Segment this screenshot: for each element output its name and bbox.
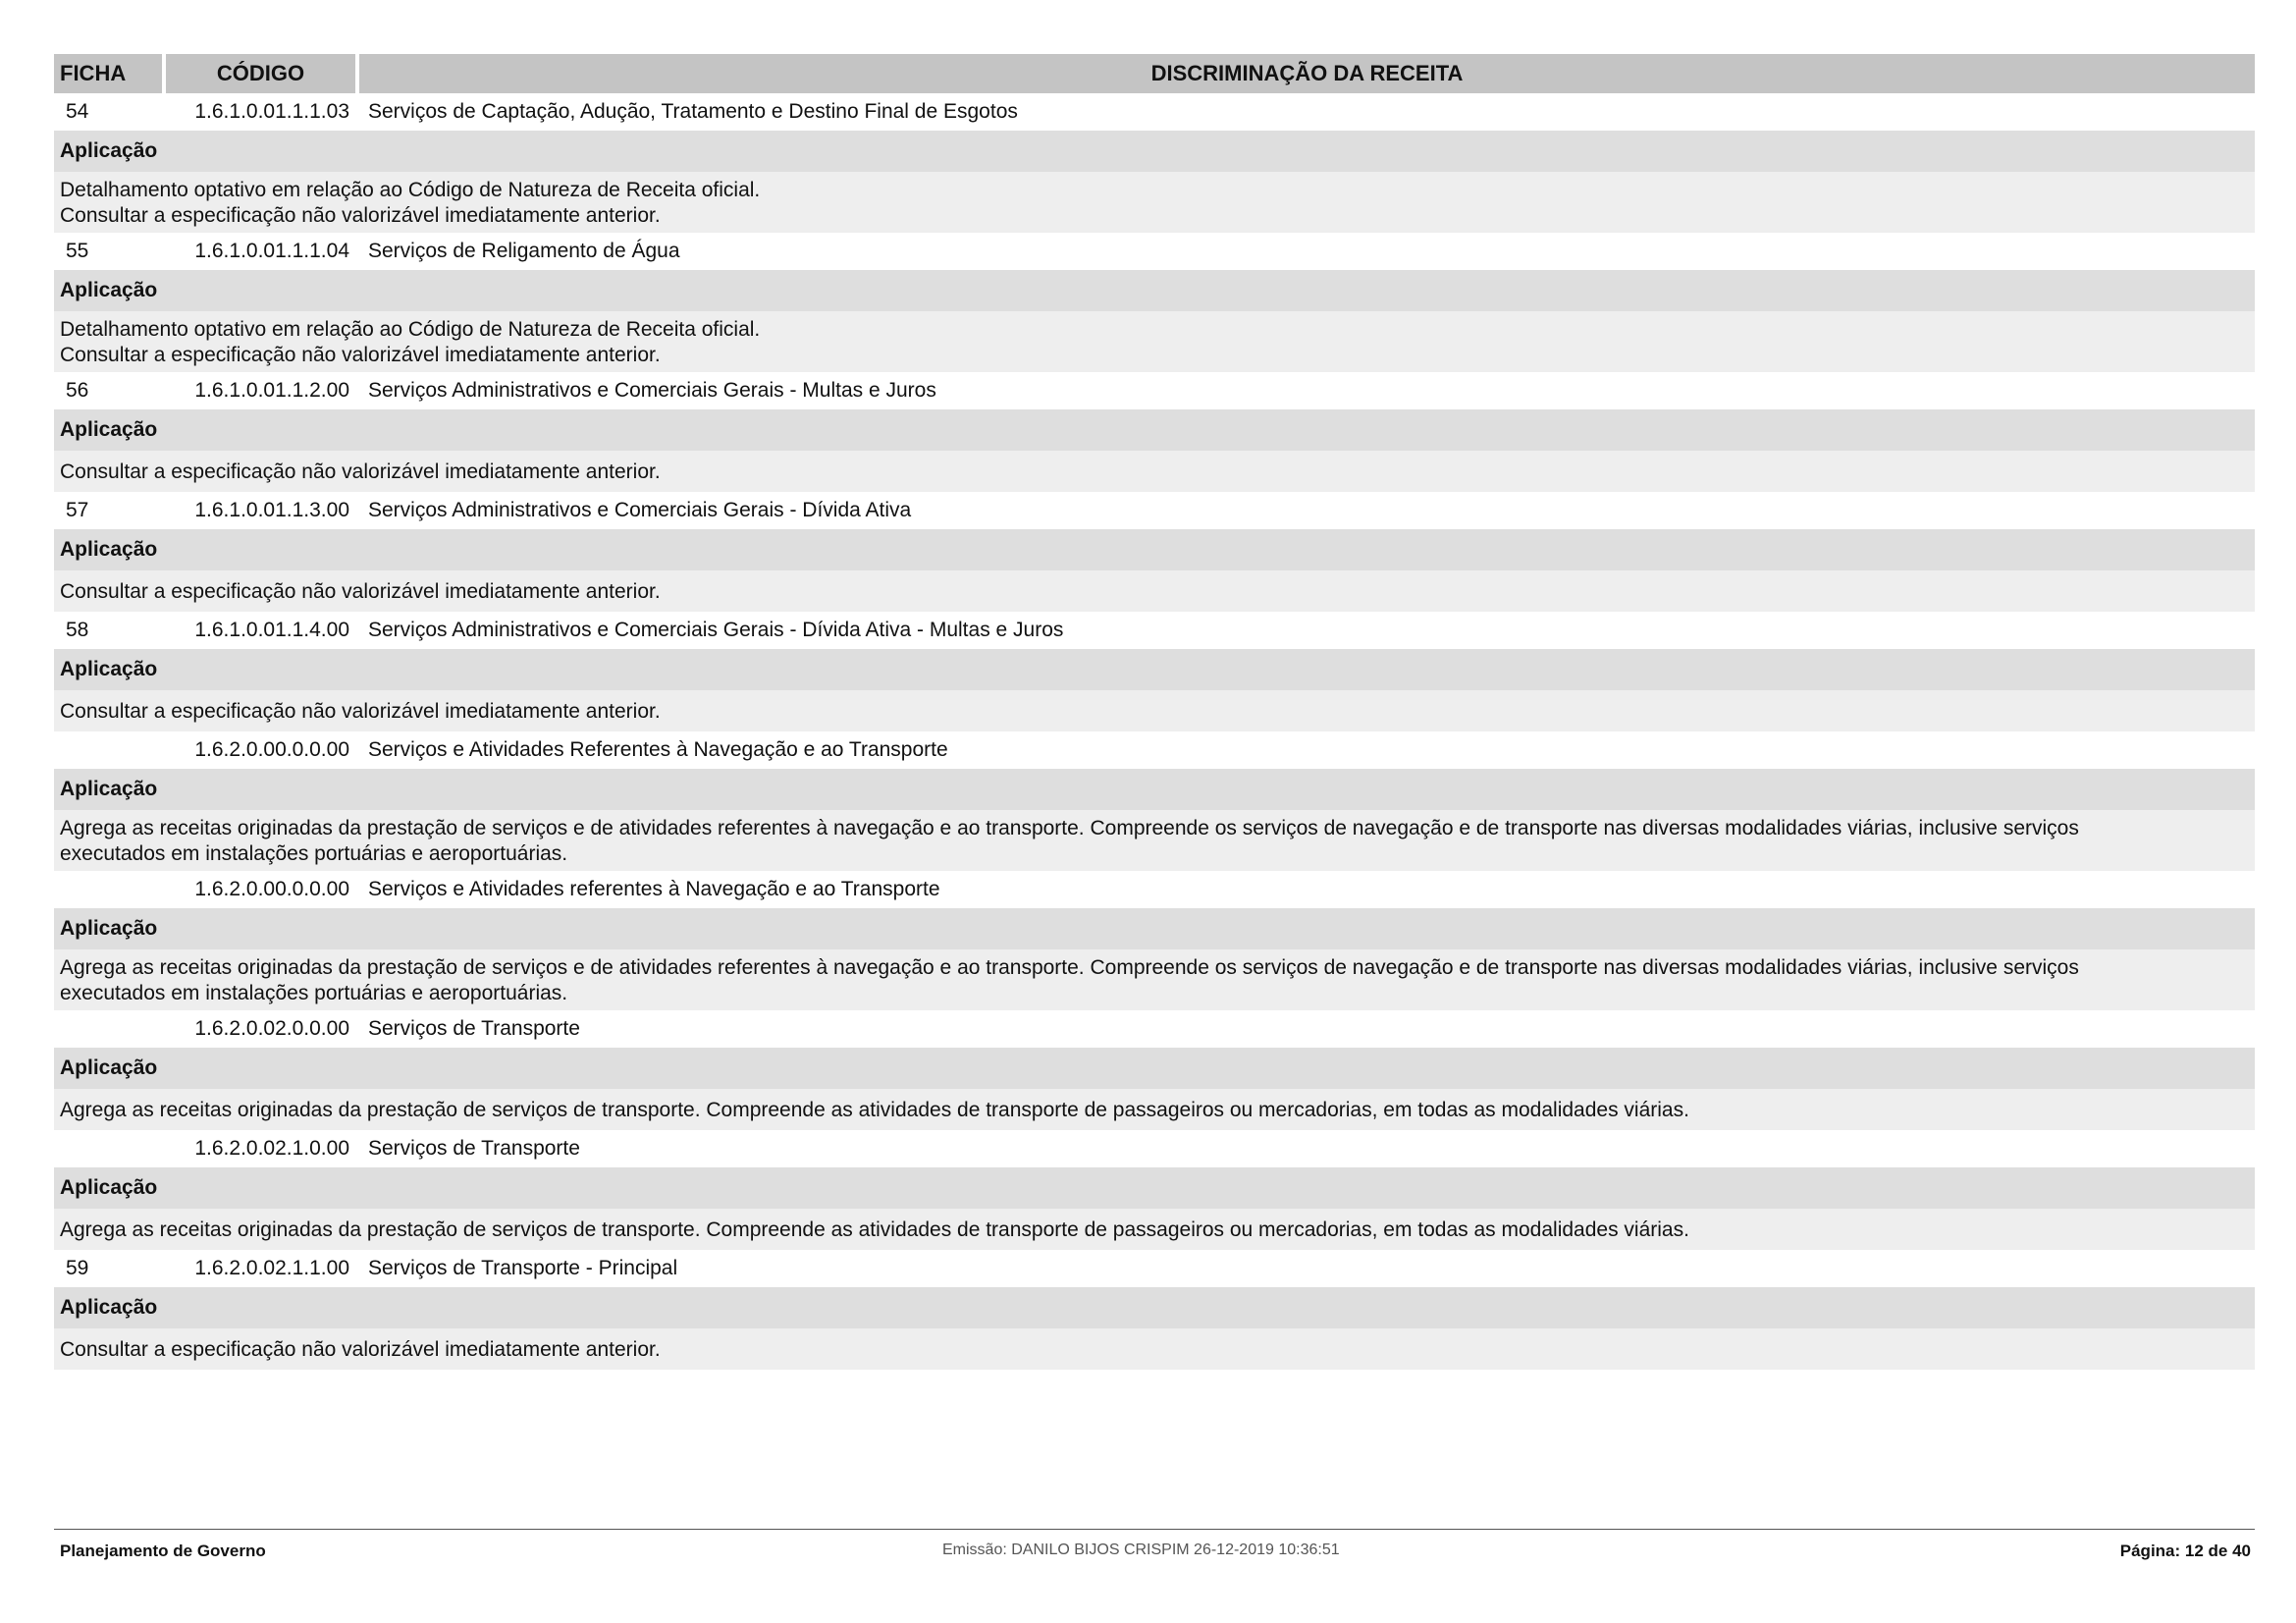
header-discriminacao: DISCRIMINAÇÃO DA RECEITA (359, 54, 2255, 93)
descricao-cell: Serviços de Religamento de Água (368, 240, 680, 262)
table-row (54, 1130, 2255, 1167)
aplicacao-text (54, 690, 2255, 731)
aplicacao-text (54, 1209, 2255, 1250)
aplicacao-text (54, 810, 2255, 871)
table-row (54, 871, 2255, 908)
aplicacao-text-line: Agrega as receitas originadas da prestação de serviços e de atividades referentes à navegação e ao transporte. Compreende os serviços de navegação e de transporte nas diversas modalidades viárias, inclusive serviços (60, 817, 2079, 839)
descricao-cell: Serviços de Transporte (368, 1017, 580, 1040)
aplicacao-text (54, 570, 2255, 612)
ficha-cell: 56 (66, 379, 89, 402)
aplicacao-label: Aplicação (54, 529, 2255, 570)
aplicacao-text (54, 949, 2255, 1010)
table-row (54, 492, 2255, 529)
aplicacao-text-line: Consultar a especificação não valorizável imediatamente anterior. (60, 204, 661, 227)
codigo-cell: 1.6.1.0.01.1.1.03 (194, 100, 349, 123)
aplicacao-label: Aplicação (54, 409, 2255, 451)
descricao-cell: Serviços de Transporte (368, 1137, 580, 1160)
codigo-cell: 1.6.1.0.01.1.4.00 (194, 619, 349, 641)
aplicacao-text-line: Consultar a especificação não valorizável imediatamente anterior. (60, 460, 661, 483)
aplicacao-text-line: Detalhamento optativo em relação ao Código de Natureza de Receita oficial. (60, 318, 761, 341)
codigo-cell: 1.6.1.0.01.1.1.04 (194, 240, 349, 262)
aplicacao-text-line: Agrega as receitas originadas da prestação de serviços de transporte. Compreende as atividades de transporte de passageiros ou mercadorias, em todas as modalidades viárias. (60, 1218, 1689, 1241)
ficha-cell: 55 (66, 240, 89, 262)
table-row (54, 233, 2255, 270)
aplicacao-label: Aplicação (54, 270, 2255, 311)
table-row (54, 1010, 2255, 1048)
aplicacao-text (54, 1328, 2255, 1370)
aplicacao-text (54, 311, 2255, 372)
table-header (54, 54, 2255, 93)
table-body (54, 93, 2255, 1370)
ficha-cell: 58 (66, 619, 89, 641)
descricao-cell: Serviços e Atividades referentes à Navegação e ao Transporte (368, 878, 940, 900)
header-ficha: FICHA (54, 54, 162, 93)
footer-page-number: Página: 12 de 40 (2119, 1542, 2251, 1560)
aplicacao-text (54, 172, 2255, 233)
aplicacao-text-line: Agrega as receitas originadas da prestação de serviços e de atividades referentes à navegação e ao transporte. Compreende os serviços de navegação e de transporte nas diversas modalidades viárias, inclusive serviços (60, 956, 2079, 979)
aplicacao-label: Aplicação (54, 908, 2255, 949)
aplicacao-label: Aplicação (54, 1167, 2255, 1209)
table-row (54, 1250, 2255, 1287)
aplicacao-label: Aplicação (54, 769, 2255, 810)
header-codigo: CÓDIGO (166, 54, 355, 93)
codigo-cell: 1.6.1.0.01.1.3.00 (194, 499, 349, 521)
codigo-cell: 1.6.1.0.01.1.2.00 (194, 379, 349, 402)
ficha-cell: 59 (66, 1257, 89, 1279)
table-row (54, 612, 2255, 649)
codigo-cell: 1.6.2.0.00.0.0.00 (194, 738, 349, 761)
aplicacao-text-line: Agrega as receitas originadas da prestação de serviços de transporte. Compreende as atividades de transporte de passageiros ou mercadorias, em todas as modalidades viárias. (60, 1099, 1689, 1121)
aplicacao-text-line: Consultar a especificação não valorizável imediatamente anterior. (60, 1338, 661, 1361)
codigo-cell: 1.6.2.0.02.1.1.00 (194, 1257, 349, 1279)
table-row (54, 731, 2255, 769)
descricao-cell: Serviços Administrativos e Comerciais Gerais - Multas e Juros (368, 379, 936, 402)
receita-table (54, 54, 2255, 1370)
descricao-cell: Serviços de Transporte - Principal (368, 1257, 678, 1279)
ficha-cell: 54 (66, 100, 89, 123)
aplicacao-label: Aplicação (54, 1287, 2255, 1328)
aplicacao-text (54, 1089, 2255, 1130)
descricao-cell: Serviços de Captação, Adução, Tratamento e Destino Final de Esgotos (368, 100, 1018, 123)
aplicacao-text-line: Consultar a especificação não valorizável imediatamente anterior. (60, 580, 661, 603)
table-row (54, 372, 2255, 409)
aplicacao-text-line: Consultar a especificação não valorizável imediatamente anterior. (60, 344, 661, 366)
descricao-cell: Serviços Administrativos e Comerciais Gerais - Dívida Ativa - Multas e Juros (368, 619, 1064, 641)
codigo-cell: 1.6.2.0.00.0.0.00 (194, 878, 349, 900)
aplicacao-text-line: executados em instalações portuárias e aeroportuárias. (60, 982, 568, 1004)
codigo-cell: 1.6.2.0.02.1.0.00 (194, 1137, 349, 1160)
descricao-cell: Serviços Administrativos e Comerciais Gerais - Dívida Ativa (368, 499, 912, 521)
codigo-cell: 1.6.2.0.02.0.0.00 (194, 1017, 349, 1040)
aplicacao-text-line: Detalhamento optativo em relação ao Código de Natureza de Receita oficial. (60, 179, 761, 201)
footer-org: Planejamento de Governo (60, 1542, 266, 1560)
footer-emission: Emissão: DANILO BIJOS CRISPIM 26-12-2019 10:36:51 (942, 1542, 1340, 1558)
descricao-cell: Serviços e Atividades Referentes à Navegação e ao Transporte (368, 738, 948, 761)
aplicacao-label: Aplicação (54, 649, 2255, 690)
aplicacao-label: Aplicação (54, 131, 2255, 172)
ficha-cell: 57 (66, 499, 89, 521)
aplicacao-label: Aplicação (54, 1048, 2255, 1089)
footer-divider (54, 1529, 2255, 1530)
aplicacao-text-line: executados em instalações portuárias e aeroportuárias. (60, 842, 568, 865)
aplicacao-text-line: Consultar a especificação não valorizável imediatamente anterior. (60, 700, 661, 723)
aplicacao-text (54, 451, 2255, 492)
table-row (54, 93, 2255, 131)
